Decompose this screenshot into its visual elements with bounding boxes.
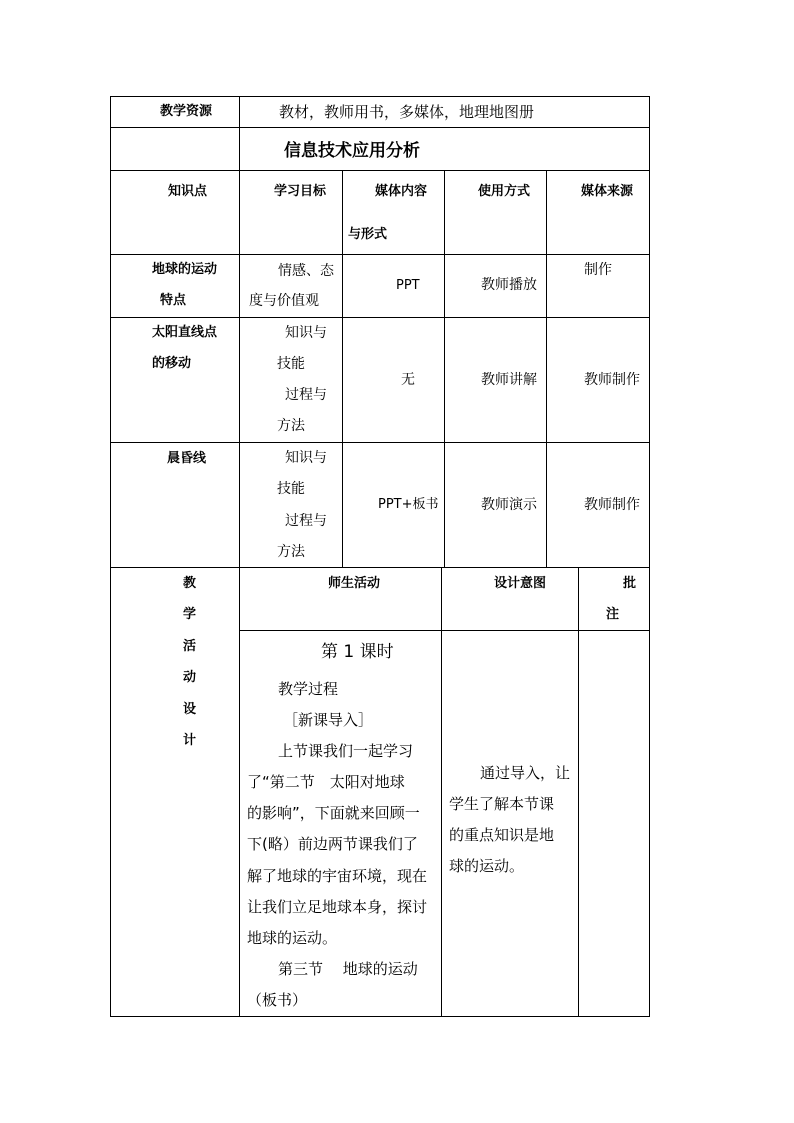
row3-goal-line1: 知识与 bbox=[285, 450, 327, 466]
process-line: 了“第二节 太阳对地球 bbox=[247, 773, 405, 791]
row3-knowledge: 晨昏线 bbox=[167, 451, 207, 466]
row2-source: 教师制作 bbox=[584, 372, 640, 388]
col-divider-notes bbox=[578, 567, 579, 1017]
side-char: 设 bbox=[183, 702, 197, 717]
side-char: 活 bbox=[183, 639, 197, 654]
intent-line: 球的运动。 bbox=[449, 857, 525, 875]
process-line: （板书） bbox=[247, 991, 308, 1009]
process-line: 第三节 地球的运动 bbox=[278, 960, 418, 978]
lesson-title: 第 1 课时 bbox=[321, 642, 394, 662]
col-divider-source bbox=[546, 170, 547, 568]
col-divider-usage bbox=[444, 170, 445, 568]
header-source: 媒体来源 bbox=[581, 184, 634, 199]
table-border-top bbox=[110, 96, 650, 97]
col-divider-intent bbox=[441, 567, 442, 1017]
side-char: 计 bbox=[183, 733, 197, 748]
process-line: 下(略）前边两节课我们了 bbox=[247, 835, 418, 853]
intent-line: 学生了解本节课 bbox=[449, 795, 555, 813]
activity-header-divider bbox=[239, 630, 650, 631]
row3-usage: 教师演示 bbox=[481, 497, 537, 513]
row2-goal-line3: 过程与 bbox=[285, 387, 327, 403]
table-border-bottom bbox=[110, 1016, 650, 1017]
row2-knowledge-line2: 的移动 bbox=[152, 356, 192, 371]
row-divider-4 bbox=[110, 317, 650, 318]
row1-knowledge-line1: 地球的运动 bbox=[152, 262, 218, 277]
process-line: 上节课我们一起学习 bbox=[278, 742, 414, 760]
row-divider-5 bbox=[110, 442, 650, 443]
info-tech-title: 信息技术应用分析 bbox=[284, 141, 420, 161]
row1-media: PPT bbox=[396, 278, 420, 293]
table-border-left bbox=[110, 96, 111, 1017]
row-divider-3 bbox=[110, 254, 650, 255]
process-line: 的影响”，下面就来回顾一 bbox=[247, 804, 420, 822]
row3-goal-line2: 技能 bbox=[277, 481, 305, 497]
row1-usage: 教师播放 bbox=[481, 277, 537, 293]
process-line: 解了地球的宇宙环境，现在 bbox=[247, 867, 428, 885]
row3-source: 教师制作 bbox=[584, 497, 640, 513]
row2-goal-line1: 知识与 bbox=[285, 325, 327, 341]
side-char: 动 bbox=[183, 670, 197, 685]
row1-goal-line1: 情感、态 bbox=[278, 263, 334, 279]
row2-goal-line2: 技能 bbox=[277, 356, 305, 372]
process-line: ［新课导入］ bbox=[283, 711, 374, 729]
process-line: 教学过程 bbox=[278, 680, 339, 698]
header-media-form: 与形式 bbox=[348, 227, 388, 242]
row1-knowledge-line2: 特点 bbox=[160, 293, 187, 308]
row2-knowledge-line1: 太阳直线点 bbox=[152, 325, 218, 340]
header-teacher-student: 师生活动 bbox=[328, 576, 381, 591]
table-border-right bbox=[649, 96, 650, 1017]
row2-media: 无 bbox=[401, 372, 415, 388]
row3-goal-line3: 过程与 bbox=[285, 513, 327, 529]
resources-value: 教材，教师用书，多媒体，地理地图册 bbox=[279, 103, 535, 121]
side-char: 教 bbox=[183, 576, 197, 591]
row-divider-6 bbox=[110, 567, 650, 568]
row2-goal-line4: 方法 bbox=[277, 418, 305, 434]
header-goal: 学习目标 bbox=[274, 184, 327, 199]
row3-goal-line4: 方法 bbox=[277, 544, 305, 560]
intent-line: 的重点知识是地 bbox=[449, 826, 555, 844]
process-line: 地球的运动。 bbox=[247, 929, 338, 947]
row1-goal-line2: 度与价值观 bbox=[249, 293, 319, 309]
header-design-intent: 设计意图 bbox=[494, 576, 547, 591]
col-divider-media bbox=[342, 170, 343, 568]
row-divider-2 bbox=[110, 170, 650, 171]
header-media-content: 媒体内容 bbox=[375, 184, 428, 199]
row1-source: 制作 bbox=[584, 262, 612, 278]
row2-usage: 教师讲解 bbox=[481, 372, 537, 388]
row-divider-1 bbox=[110, 127, 650, 128]
intent-line: 通过导入，让 bbox=[480, 764, 571, 782]
header-notes-line2: 注 bbox=[606, 607, 620, 622]
header-knowledge: 知识点 bbox=[168, 184, 208, 199]
header-usage: 使用方式 bbox=[478, 184, 531, 199]
col-divider-first bbox=[239, 96, 240, 1017]
resources-label: 教学资源 bbox=[160, 104, 213, 119]
header-notes-line1: 批 bbox=[623, 576, 637, 591]
process-line: 让我们立足地球本身，探讨 bbox=[247, 898, 428, 916]
side-char: 学 bbox=[183, 607, 197, 622]
row3-media: PPT+板书 bbox=[378, 497, 439, 512]
